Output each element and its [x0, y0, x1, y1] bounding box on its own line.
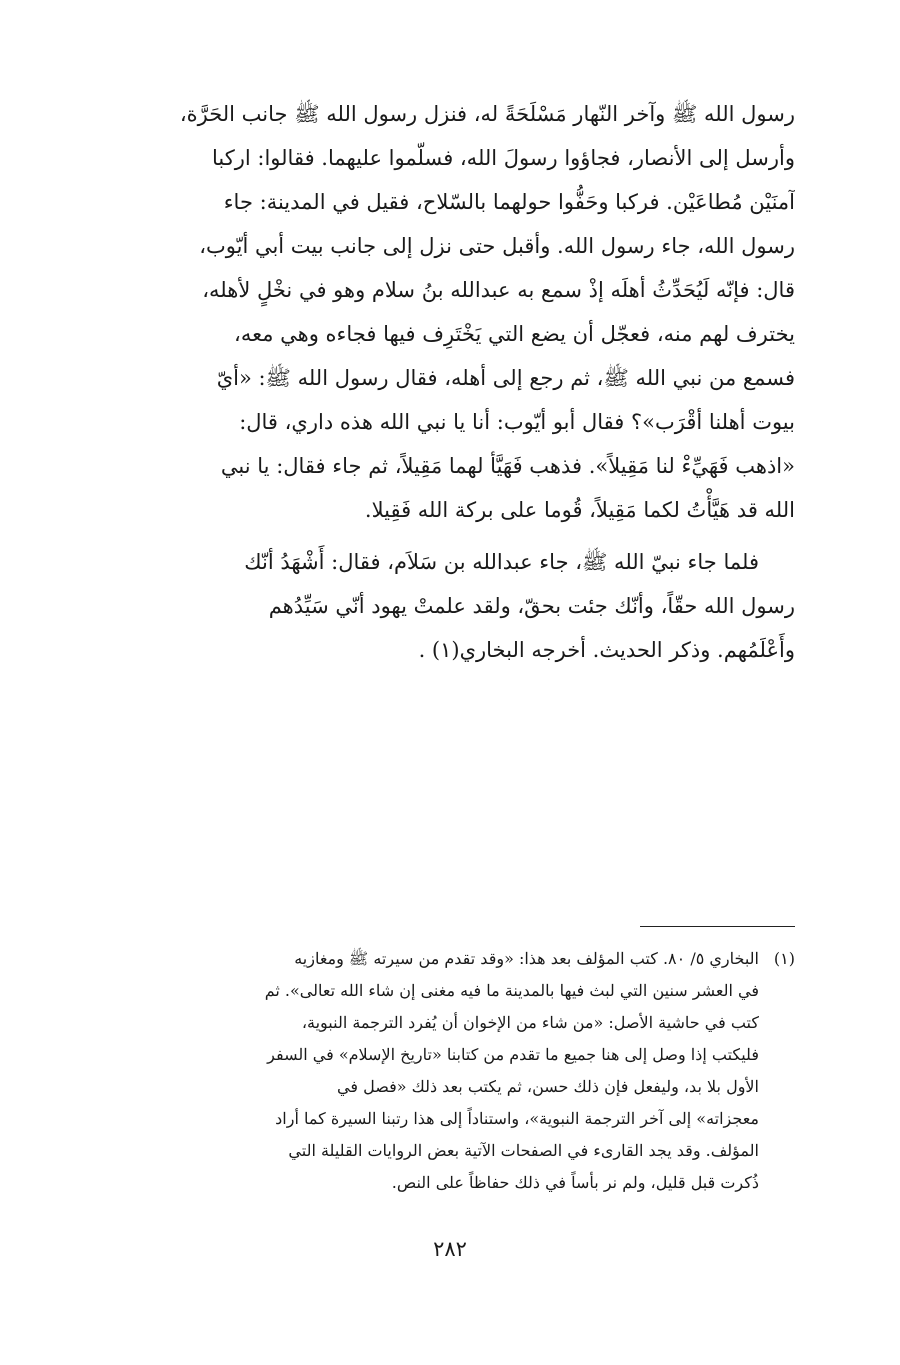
footnote-divider	[640, 926, 795, 927]
footnote-text-line: معجزاته» إلى آخر الترجمة النبوية»، واستناداً إلى هذا رتبنا السيرة كما أراد	[275, 1109, 759, 1128]
footnote-text-line: ذُكرت قبل قليل، ولم نر بأساً في ذلك حفاظاً على النص.	[391, 1173, 759, 1192]
paragraph-gap	[105, 532, 795, 540]
text-line: رسول الله حقّاً، وأنّك جئت بحقّ، ولقد علمتْ يهود أنّي سَيِّدُهم	[268, 594, 795, 618]
text-line: آمنَيْن مُطاعَيْن. فركبا وحَفُّوا حولهما بالسّلاح، فقيل في المدينة: جاء	[223, 190, 795, 214]
text-line: فسمع من نبي الله ﷺ، ثم رجع إلى أهله، فقال رسول الله ﷺ: «أيّ	[216, 366, 795, 390]
text-line: وأرسل إلى الأنصار، فجاؤوا رسولَ الله، فسلّموا عليهما. فقالوا: اركبا	[212, 146, 795, 170]
text-line: فلما جاء نبيّ الله ﷺ، جاء عبدالله بن سَلاَم، فقال: أَشْهَدُ أنّك	[244, 550, 759, 574]
footnote-marker: (١)	[773, 949, 795, 968]
footnotes-block	[100, 943, 795, 1199]
footnote-text-line: المؤلف. وقد يجد القارىء في الصفحات الآتية بعض الروايات القليلة التي	[288, 1141, 759, 1160]
text-line: يخترف لهم منه، فعجّل أن يضع التي يَخْتَرِف فيها فجاءه وهي معه،	[234, 322, 795, 346]
main-text-block	[105, 92, 795, 672]
text-line: «اذهب فَهَيِّءْ لنا مَقِيلاً». فذهب فَهَيَّأ لهما مَقِيلاً، ثم جاء فقال: يا نبي	[220, 454, 795, 478]
footnote-text-line: البخاري ٥/ ٨٠. كتب المؤلف بعد هذا: «وقد تقدم من سيرته ﷺ ومغازيه	[294, 949, 759, 968]
footnote-text-line: الأول بلا بد، وليفعل فإن ذلك حسن، ثم يكتب بعد ذلك «فصل في	[337, 1077, 759, 1096]
text-line: رسول الله ﷺ وآخر النّهار مَسْلَحَةً له، فنزل رسول الله ﷺ جانب الحَرَّة،	[179, 102, 795, 126]
text-line: وأَعْلَمُهم. وذكر الحديث. أخرجه البخاري(١) .	[418, 638, 795, 662]
footnote-text-line: فليكتب إذا وصل إلى هنا جميع ما تقدم من كتابنا «تاريخ الإسلام» في السفر	[267, 1045, 759, 1064]
footnote-text-line: كتب في حاشية الأصل: «من شاء من الإخوان أن يُفرد الترجمة النبوية،	[301, 1013, 759, 1032]
text-line: الله قد هَيَّأْتُ لكما مَقِيلاً، قُوما على بركة الله فَقِيلا.	[364, 498, 795, 522]
text-line: رسول الله، جاء رسول الله. وأقبل حتى نزل إلى جانب بيت أبي أيّوب،	[199, 234, 795, 258]
text-line: بيوت أهلنا أقْرَب»؟ فقال أبو أيّوب: أنا يا نبي الله هذه داري، قال:	[239, 410, 795, 434]
footnote-first-line	[100, 943, 795, 975]
text-line: قال: فإنّه لَيُحَدِّثُ أهلَه إذْ سمع به عبدالله بنُ سلام وهو في نخْلٍ لأهله،	[202, 278, 795, 302]
footnote-text-line: في العشر سنين التي لبث فيها بالمدينة ما فيه مغنى إن شاء الله تعالى». ثم	[264, 981, 759, 1000]
page-number: ٢٨٢	[433, 1237, 467, 1261]
